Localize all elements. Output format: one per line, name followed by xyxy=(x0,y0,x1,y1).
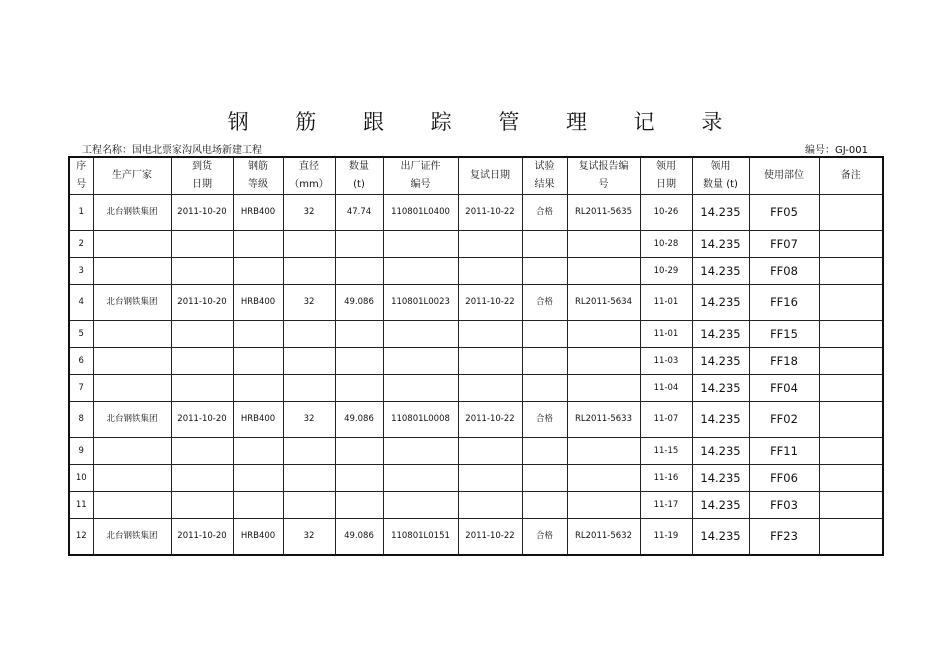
cell-remarks xyxy=(819,465,883,492)
header-retest-date: 复试日期 xyxy=(458,157,522,195)
cell-index: 2 xyxy=(69,231,93,258)
cell-index: 9 xyxy=(69,438,93,465)
cell-issue-date: 11-19 xyxy=(640,519,692,555)
cell-grade xyxy=(233,438,283,465)
header-issue-date: 领用 日期 xyxy=(640,157,692,195)
cell-diameter xyxy=(283,492,335,519)
cell-usage-location: FF05 xyxy=(749,195,819,231)
document-title: 钢 筋 跟 踪 管 理 记 录 xyxy=(227,110,743,134)
table-row xyxy=(69,375,883,402)
cell-issue-quantity: 14.235 xyxy=(692,231,749,258)
cell-quantity xyxy=(335,348,383,375)
cell-issue-quantity: 14.235 xyxy=(692,465,749,492)
cell-usage-location: FF03 xyxy=(749,492,819,519)
cell-issue-quantity: 14.235 xyxy=(692,492,749,519)
table-row xyxy=(69,321,883,348)
cell-retest-date: 2011-10-22 xyxy=(458,519,522,555)
cell-quantity: 49.086 xyxy=(335,519,383,555)
cell-certificate-no xyxy=(383,438,458,465)
cell-manufacturer: 北台钢铁集团 xyxy=(93,519,171,555)
cell-certificate-no xyxy=(383,375,458,402)
cell-issue-date: 11-16 xyxy=(640,465,692,492)
header-diameter: 直径 （mm） xyxy=(283,157,335,195)
cell-manufacturer: 北台钢铁集团 xyxy=(93,285,171,321)
cell-diameter xyxy=(283,348,335,375)
cell-usage-location: FF07 xyxy=(749,231,819,258)
cell-retest-date xyxy=(458,348,522,375)
cell-grade xyxy=(233,231,283,258)
cell-quantity xyxy=(335,258,383,285)
cell-certificate-no xyxy=(383,231,458,258)
project-name: 工程名称：国电北票家沟风电场新建工程 xyxy=(82,145,262,156)
cell-quantity xyxy=(335,465,383,492)
cell-retest-date: 2011-10-22 xyxy=(458,402,522,438)
cell-retest-date: 2011-10-22 xyxy=(458,195,522,231)
cell-arrival-date xyxy=(171,258,233,285)
cell-certificate-no: 110801L0400 xyxy=(383,195,458,231)
cell-remarks xyxy=(819,519,883,555)
cell-certificate-no: 110801L0151 xyxy=(383,519,458,555)
cell-issue-quantity: 14.235 xyxy=(692,375,749,402)
cell-usage-location: FF23 xyxy=(749,519,819,555)
header-grade: 钢筋 等级 xyxy=(233,157,283,195)
cell-certificate-no xyxy=(383,321,458,348)
cell-manufacturer: 北台钢铁集团 xyxy=(93,195,171,231)
cell-report-no: RL2011-5632 xyxy=(567,519,640,555)
cell-retest-date xyxy=(458,465,522,492)
cell-report-no: RL2011-5634 xyxy=(567,285,640,321)
cell-test-result xyxy=(522,375,567,402)
cell-test-result xyxy=(522,492,567,519)
header-test-result: 试验 结果 xyxy=(522,157,567,195)
cell-manufacturer xyxy=(93,231,171,258)
cell-index: 7 xyxy=(69,375,93,402)
cell-certificate-no xyxy=(383,465,458,492)
cell-issue-quantity: 14.235 xyxy=(692,519,749,555)
cell-remarks xyxy=(819,402,883,438)
header-index: 序 号 xyxy=(69,157,93,195)
header-row xyxy=(69,157,883,195)
cell-arrival-date xyxy=(171,231,233,258)
cell-arrival-date: 2011-10-20 xyxy=(171,402,233,438)
table-row xyxy=(69,402,883,438)
cell-arrival-date xyxy=(171,438,233,465)
cell-usage-location: FF08 xyxy=(749,258,819,285)
cell-diameter xyxy=(283,321,335,348)
cell-index: 12 xyxy=(69,519,93,555)
cell-usage-location: FF04 xyxy=(749,375,819,402)
cell-grade: HRB400 xyxy=(233,519,283,555)
cell-diameter: 32 xyxy=(283,519,335,555)
header-arrival-date: 到货 日期 xyxy=(171,157,233,195)
cell-test-result: 合格 xyxy=(522,519,567,555)
cell-diameter xyxy=(283,258,335,285)
cell-report-no xyxy=(567,321,640,348)
cell-arrival-date xyxy=(171,348,233,375)
cell-retest-date: 2011-10-22 xyxy=(458,285,522,321)
cell-grade: HRB400 xyxy=(233,402,283,438)
table-row xyxy=(69,285,883,321)
cell-quantity xyxy=(335,492,383,519)
cell-diameter: 32 xyxy=(283,285,335,321)
cell-index: 1 xyxy=(69,195,93,231)
cell-report-no xyxy=(567,348,640,375)
cell-certificate-no: 110801L0023 xyxy=(383,285,458,321)
cell-arrival-date: 2011-10-20 xyxy=(171,285,233,321)
cell-remarks xyxy=(819,348,883,375)
cell-grade xyxy=(233,492,283,519)
header-certificate-no: 出厂证件 编号 xyxy=(383,157,458,195)
cell-remarks xyxy=(819,321,883,348)
cell-arrival-date xyxy=(171,492,233,519)
cell-issue-date: 11-07 xyxy=(640,402,692,438)
header-remarks: 备注 xyxy=(819,157,883,195)
table-body xyxy=(69,195,883,556)
cell-grade xyxy=(233,348,283,375)
cell-report-no xyxy=(567,438,640,465)
cell-manufacturer xyxy=(93,375,171,402)
cell-issue-date: 11-01 xyxy=(640,321,692,348)
cell-issue-date: 11-17 xyxy=(640,492,692,519)
cell-report-no xyxy=(567,375,640,402)
cell-issue-date: 10-28 xyxy=(640,231,692,258)
cell-report-no xyxy=(567,492,640,519)
cell-quantity: 49.086 xyxy=(335,402,383,438)
cell-manufacturer xyxy=(93,465,171,492)
cell-report-no xyxy=(567,465,640,492)
cell-arrival-date xyxy=(171,465,233,492)
cell-index: 10 xyxy=(69,465,93,492)
cell-remarks xyxy=(819,195,883,231)
cell-report-no: RL2011-5633 xyxy=(567,402,640,438)
cell-issue-quantity: 14.235 xyxy=(692,321,749,348)
cell-issue-quantity: 14.235 xyxy=(692,195,749,231)
cell-index: 5 xyxy=(69,321,93,348)
cell-usage-location: FF06 xyxy=(749,465,819,492)
cell-index: 3 xyxy=(69,258,93,285)
cell-report-no xyxy=(567,231,640,258)
cell-index: 8 xyxy=(69,402,93,438)
cell-test-result: 合格 xyxy=(522,285,567,321)
cell-retest-date xyxy=(458,321,522,348)
cell-certificate-no: 110801L0008 xyxy=(383,402,458,438)
cell-retest-date xyxy=(458,492,522,519)
cell-test-result xyxy=(522,231,567,258)
cell-grade: HRB400 xyxy=(233,285,283,321)
cell-issue-quantity: 14.235 xyxy=(692,285,749,321)
header-report-no: 复试报告编 号 xyxy=(567,157,640,195)
cell-quantity xyxy=(335,438,383,465)
cell-test-result: 合格 xyxy=(522,402,567,438)
cell-usage-location: FF11 xyxy=(749,438,819,465)
cell-manufacturer xyxy=(93,348,171,375)
cell-remarks xyxy=(819,285,883,321)
cell-usage-location: FF02 xyxy=(749,402,819,438)
table-row xyxy=(69,348,883,375)
cell-retest-date xyxy=(458,438,522,465)
cell-index: 4 xyxy=(69,285,93,321)
table-row xyxy=(69,519,883,555)
cell-report-no xyxy=(567,258,640,285)
cell-diameter: 32 xyxy=(283,402,335,438)
cell-quantity xyxy=(335,231,383,258)
header-issue-quantity: 领用 数量 (t) xyxy=(692,157,749,195)
cell-test-result xyxy=(522,438,567,465)
table-row xyxy=(69,195,883,231)
cell-diameter: 32 xyxy=(283,195,335,231)
cell-remarks xyxy=(819,258,883,285)
table-row xyxy=(69,492,883,519)
cell-remarks xyxy=(819,231,883,258)
cell-diameter xyxy=(283,465,335,492)
cell-arrival-date: 2011-10-20 xyxy=(171,519,233,555)
cell-certificate-no xyxy=(383,492,458,519)
cell-issue-date: 10-26 xyxy=(640,195,692,231)
cell-grade xyxy=(233,258,283,285)
cell-quantity: 47.74 xyxy=(335,195,383,231)
cell-issue-quantity: 14.235 xyxy=(692,402,749,438)
table-row xyxy=(69,231,883,258)
cell-remarks xyxy=(819,438,883,465)
table-row xyxy=(69,465,883,492)
table-row xyxy=(69,438,883,465)
cell-test-result xyxy=(522,321,567,348)
cell-issue-quantity: 14.235 xyxy=(692,348,749,375)
cell-diameter xyxy=(283,438,335,465)
table-row xyxy=(69,258,883,285)
cell-test-result: 合格 xyxy=(522,195,567,231)
cell-issue-date: 11-04 xyxy=(640,375,692,402)
cell-issue-date: 11-03 xyxy=(640,348,692,375)
cell-grade xyxy=(233,465,283,492)
cell-arrival-date: 2011-10-20 xyxy=(171,195,233,231)
document-code: 编号：GJ-001 xyxy=(804,145,868,156)
header-quantity: 数量 (t) xyxy=(335,157,383,195)
cell-retest-date xyxy=(458,258,522,285)
header-manufacturer: 生产厂家 xyxy=(93,157,171,195)
cell-issue-date: 11-01 xyxy=(640,285,692,321)
cell-report-no: RL2011-5635 xyxy=(567,195,640,231)
cell-retest-date xyxy=(458,375,522,402)
cell-remarks xyxy=(819,375,883,402)
cell-manufacturer: 北台钢铁集团 xyxy=(93,402,171,438)
cell-retest-date xyxy=(458,231,522,258)
cell-certificate-no xyxy=(383,348,458,375)
cell-test-result xyxy=(522,258,567,285)
cell-grade xyxy=(233,321,283,348)
cell-issue-date: 11-15 xyxy=(640,438,692,465)
cell-usage-location: FF15 xyxy=(749,321,819,348)
cell-arrival-date xyxy=(171,321,233,348)
cell-certificate-no xyxy=(383,258,458,285)
cell-issue-quantity: 14.235 xyxy=(692,438,749,465)
cell-usage-location: FF16 xyxy=(749,285,819,321)
cell-arrival-date xyxy=(171,375,233,402)
cell-remarks xyxy=(819,492,883,519)
cell-manufacturer xyxy=(93,258,171,285)
cell-manufacturer xyxy=(93,492,171,519)
cell-quantity: 49.086 xyxy=(335,285,383,321)
cell-quantity xyxy=(335,321,383,348)
cell-quantity xyxy=(335,375,383,402)
cell-diameter xyxy=(283,375,335,402)
cell-diameter xyxy=(283,231,335,258)
cell-index: 6 xyxy=(69,348,93,375)
cell-grade: HRB400 xyxy=(233,195,283,231)
rebar-tracking-table xyxy=(68,156,884,556)
cell-test-result xyxy=(522,465,567,492)
header-usage-location: 使用部位 xyxy=(749,157,819,195)
cell-index: 11 xyxy=(69,492,93,519)
cell-manufacturer xyxy=(93,438,171,465)
cell-manufacturer xyxy=(93,321,171,348)
cell-issue-quantity: 14.235 xyxy=(692,258,749,285)
cell-issue-date: 10-29 xyxy=(640,258,692,285)
cell-usage-location: FF18 xyxy=(749,348,819,375)
cell-test-result xyxy=(522,348,567,375)
cell-grade xyxy=(233,375,283,402)
